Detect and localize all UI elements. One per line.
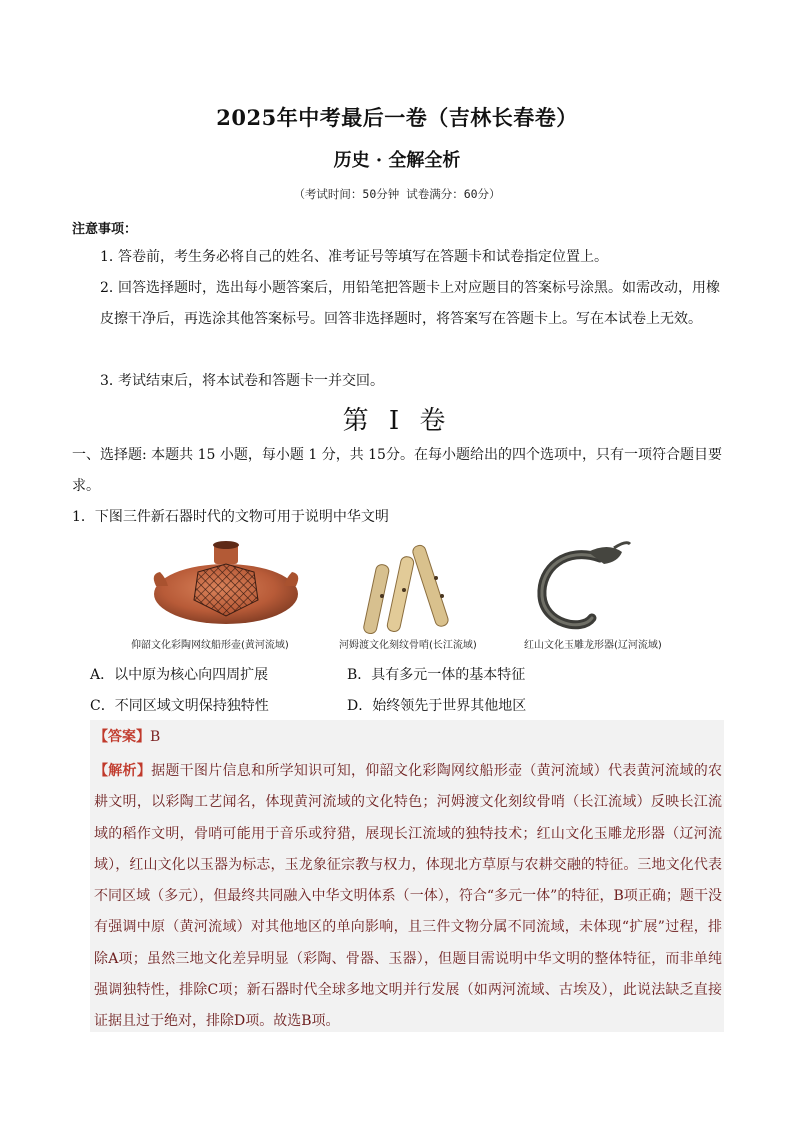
notice-item-2 (100, 273, 724, 335)
answer-label: 【答案】 (94, 729, 150, 745)
page-title: 2025年中考最后一卷（吉林长春卷） (216, 105, 578, 130)
notice-item-text: 考试结束后，将本试卷和答题卡一并交回。 (118, 373, 384, 389)
answer-value: B (150, 729, 161, 745)
volume-title: 第 I 卷 (342, 406, 452, 436)
notice-item-number: 1． (100, 249, 123, 265)
option-a: A．以中原为核心向四周扩展 (90, 667, 269, 683)
notice-item-text: 回答选择题时，选出每小题答案后，用铅笔把答题卡上对应题目的答案标号涂黑。如需改动，用橡皮擦干净后，再选涂其他答案标号。回答非选择题时，将答案写在答题卡上。写在本试卷上无效。 (100, 280, 720, 327)
caption-pottery: 仰韶文化彩陶网纹船形壶(黄河流域) (131, 640, 289, 651)
question-1-stem: 1．下图三件新石器时代的文物可用于说明中华文明 (72, 509, 389, 525)
answer-line (94, 726, 160, 746)
notice-item-number: 3． (100, 373, 123, 389)
analysis-text (94, 756, 722, 1038)
option-c: C．不同区域文明保持独特性 (90, 698, 269, 714)
option-d: D．始终领先于世界其他地区 (347, 698, 527, 714)
notice-item-1 (100, 242, 724, 273)
page-subtitle: 历史 · 全解全析 (333, 150, 461, 171)
jade-dragon-image (526, 538, 636, 634)
caption-jade-dragon: 红山文化玉雕龙形器(辽河流域) (524, 640, 662, 651)
notice-item-text: 答卷前，考生务必将自己的姓名、准考证号等填写在答题卡和试卷指定位置上。 (118, 249, 608, 265)
pottery-pot-image (146, 538, 306, 634)
bone-whistle-image (356, 538, 476, 634)
notice-item-3 (100, 366, 724, 397)
notice-item-number: 2． (100, 280, 123, 296)
analysis-body: 据题干图片信息和所学知识可知，仰韶文化彩陶网纹船形壶（黄河流域）代表黄河流域的农耕文明，以彩陶工艺闻名，体现黄河流域的文化特色；河姆渡文化刻纹骨哨（长江流域）反映长江流域的稻作文明，骨哨可能用于音乐或狩猎，展现长江流域的独特技术；红山文化玉雕龙形器（辽河流域），红山文化以玉器为标志，玉龙象征宗教与权力，体现北方草原与农耕交融的特征。三地文化代表不同区域（多元），但最终共同融入中华文明体系（一体），符合“多元一体”的特征，B项正确；题干没有强调中原（黄河流域）对其他地区的单向影响，且三件文物分属不同流域，未体现“扩展”过程，排除A项；虽然三地文化差异明显（彩陶、骨器、玉器），但题目需说明中华文明的整体特征，而非单纯强调独特性，排除C项；新石器时代全球多地文明并行发展（如两河流域、古埃及），此说法缺乏直接证据且过于绝对，排除D项。故选B项。 (94, 763, 723, 1030)
option-b: B．具有多元一体的基本特征 (347, 667, 526, 683)
analysis-label: 【解析】 (94, 763, 152, 779)
exam-info: （考试时间：50分钟 试卷满分：60分） (293, 187, 501, 201)
notice-heading: 注意事项： (72, 222, 138, 237)
caption-bone-whistle: 河姆渡文化刻纹骨哨(长江流域) (339, 640, 477, 651)
section-intro: 一、选择题: 本题共 15 小题，每小题 1 分，共 15分。在每小题给出的四个选项中，只有一项符合题目要求。 (72, 447, 722, 494)
